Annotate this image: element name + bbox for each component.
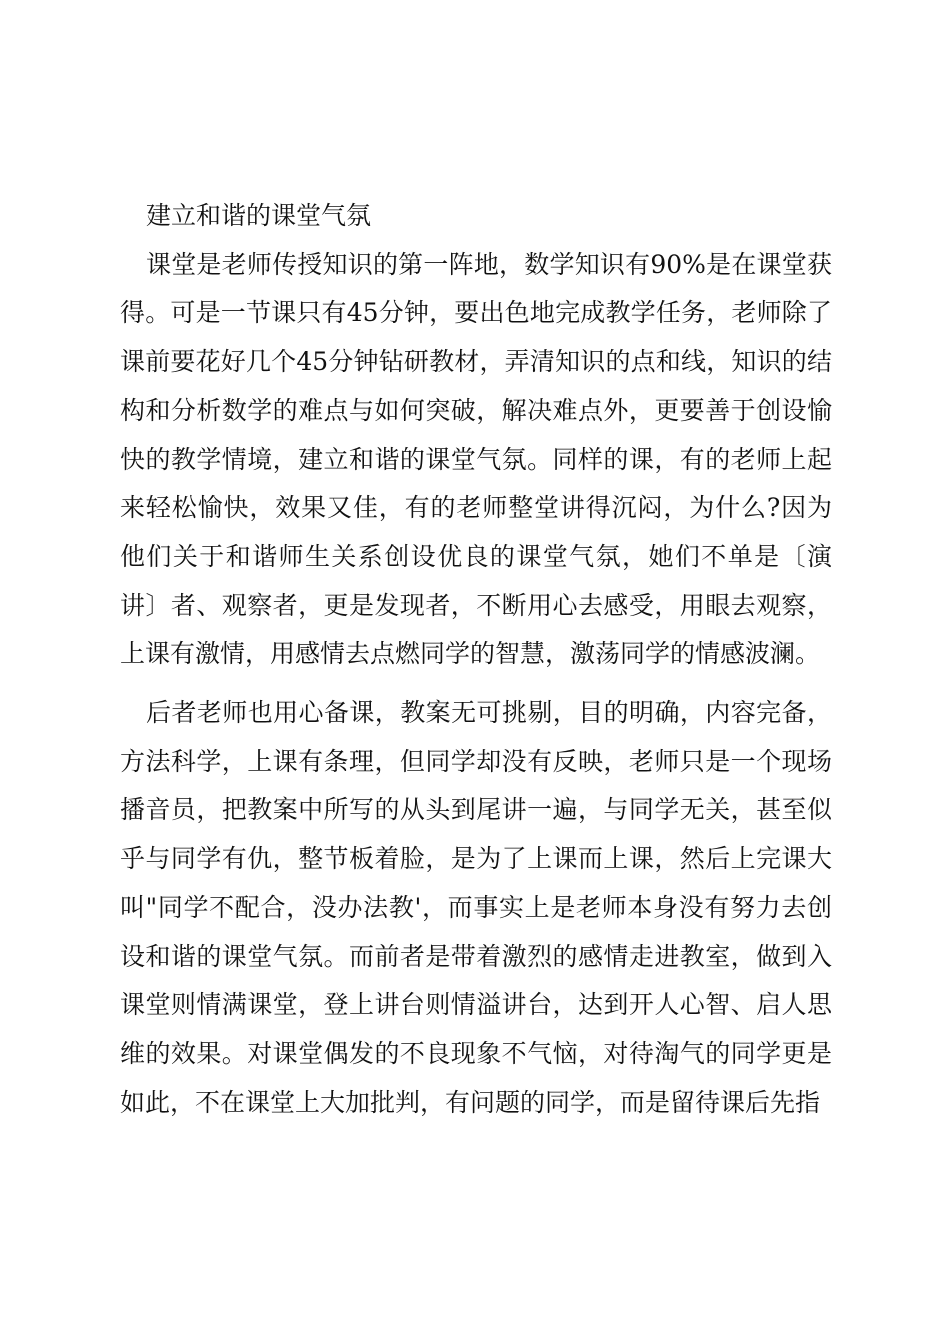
section-heading: 建立和谐的课堂气氛	[146, 201, 372, 230]
paragraph-1: 课堂是老师传授知识的第一阵地，数学知识有90%是在课堂获得。可是一节课只有45分钟，要出色地完成教学任务，老师除了课前要花好几个45分钟钻研教材，弄清知识的点和线，知识的结构和分析数学的难点与如何突破，解决难点外，更要善于创设愉快的教学情境，建立和谐的课堂气氛。同样的课，有的老师上起来轻松愉快，效果又佳，有的老师整堂讲得沉闷，为什么?因为他们关于和谐师生关系创设优良的课堂气氛，她们不单是〔演讲〕者、观察者，更是发现者，不断用心去感受，用眼去观察，上课有激情，用感情去点燃同学的智慧，激荡同学的情感波澜。	[120, 249, 832, 669]
paragraph-2: 后者老师也用心备课，教案无可挑剔，目的明确，内容完备，方法科学，上课有条理，但同学却没有反映，老师只是一个现场播音员，把教案中所写的从头到尾讲一遍，与同学无关，甚至似乎与同学有仇，整节板着脸，是为了上课而上课，然后上完课大叫"同学不配合，没办法教'，而事实上是老师本身没有努力去创设和谐的课堂气氛。而前者是带着激烈的感情走进教室，做到入课堂则情满课堂，登上讲台则情溢讲台，达到开人心智、启人思维的效果。对课堂偶发的不良现象不气恼，对待淘气的同学更是如此，不在课堂上大加批判，有问题的同学，而是留待课后先指	[120, 698, 832, 1117]
document-body	[120, 192, 832, 1127]
